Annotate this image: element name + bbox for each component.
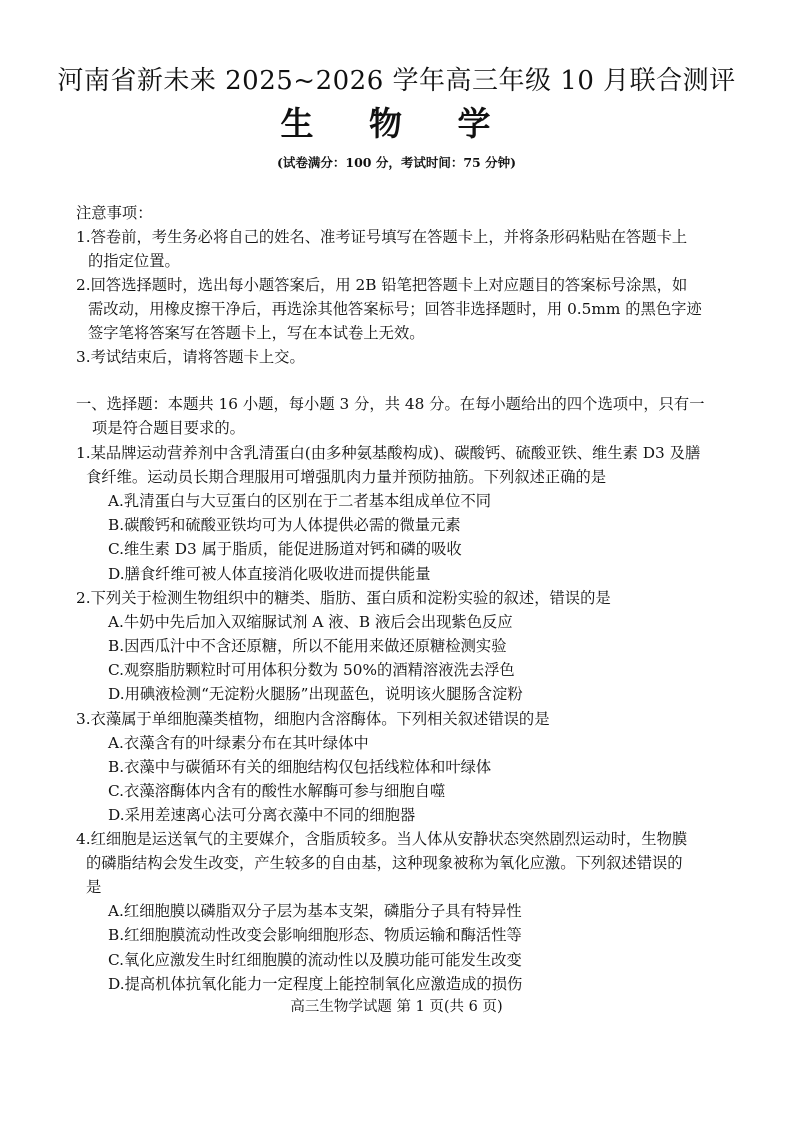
question-list xyxy=(76,441,726,996)
subject-title: 生 物 学 xyxy=(280,104,513,143)
question-4-option-a: A.红细胞膜以磷脂双分子层为基本支架，磷脂分子具有特异性 xyxy=(108,902,522,921)
question-4-stem-line-2: 的磷脂结构会发生改变，产生较多的自由基，这种现象被称为氧化应激。下列叙述错误的 xyxy=(86,854,683,873)
notice-item-2-line-1: 2.回答选择题时，选出每小题答案后，用 2B 铅笔把答题卡上对应题目的答案标号涂黑，如 xyxy=(76,276,688,294)
question-2-option-a: A.牛奶中先后加入双缩脲试剂 A 液、B 液后会出现紫色反应 xyxy=(108,612,513,631)
section-1-line-2: 项是符合题目要求的。 xyxy=(92,419,245,437)
question-2 xyxy=(76,586,726,707)
question-3-option-a: A.衣藻含有的叶绿素分布在其叶绿体中 xyxy=(108,733,369,752)
question-4-option-c: C.氧化应激发生时红细胞膜的流动性以及膜功能可能发生改变 xyxy=(108,950,522,969)
question-2-option-c: C.观察脂肪颗粒时可用体积分数为 50%的酒精溶液洗去浮色 xyxy=(108,661,515,680)
question-3 xyxy=(76,707,726,828)
exam-title: 河南省新未来 2025~2026 学年高三年级 10 月联合测评 xyxy=(57,66,736,96)
question-1-option-a: A.乳清蛋白与大豆蛋白的区别在于二者基本组成单位不同 xyxy=(108,492,492,510)
question-4-option-b: B.红细胞膜流动性改变会影响细胞形态、物质运输和酶活性等 xyxy=(108,926,522,945)
question-1-option-b: B.碳酸钙和硫酸亚铁均可为人体提供必需的微量元素 xyxy=(108,516,461,535)
section-1-heading xyxy=(76,392,726,440)
question-3-option-c: C.衣藻溶酶体内含有的酸性水解酶可参与细胞自噬 xyxy=(108,781,446,800)
notice-item-3-line-1: 3.考试结束后，请将答题卡上交。 xyxy=(76,348,305,366)
question-4-stem-line-1: 4.红细胞是运送氧气的主要媒介，含脂质较多。当人体从安静状态突然剧烈运动时，生物膜 xyxy=(76,830,688,849)
question-1-stem-line-1: 1.某品牌运动营养剂中含乳清蛋白(由多种氨基酸构成)、碳酸钙、硫酸亚铁、维生素 D3 及膳 xyxy=(76,444,701,462)
exam-info: (试卷满分：100 分，考试时间：75 分钟) xyxy=(276,155,517,170)
question-2-stem-line-1: 2.下列关于检测生物组织中的糖类、脂肪、蛋白质和淀粉实验的叙述，错误的是 xyxy=(76,588,611,607)
notice-item-2-line-2: 需改动，用橡皮擦干净后，再选涂其他答案标号；回答非选择题时，用 0.5mm 的黑色字迹 xyxy=(88,300,702,318)
page-footer: 高三生物学试题 第 1 页(共 6 页) xyxy=(290,999,503,1015)
question-1-stem-line-2: 食纤维。运动员长期合理服用可增强肌肉力量并预防抽筋。下列叙述正确的是 xyxy=(86,468,607,486)
notice-item-1-line-1: 1.答卷前，考生务必将自己的姓名、准考证号填写在答题卡上，并将条形码粘贴在答题卡上 xyxy=(76,228,688,246)
question-2-option-b: B.因西瓜汁中不含还原糖，所以不能用来做还原糖检测实验 xyxy=(108,636,507,655)
question-4 xyxy=(76,827,726,996)
notice-item-2-line-3: 签字笔将答案写在答题卡上，写在本试卷上无效。 xyxy=(88,324,425,342)
question-3-option-d: D.采用差速离心法可分离衣藻中不同的细胞器 xyxy=(108,806,416,825)
notice-section xyxy=(76,201,726,369)
question-4-stem-line-3: 是 xyxy=(86,878,102,897)
question-3-option-b: B.衣藻中与碳循环有关的细胞结构仅包括线粒体和叶绿体 xyxy=(108,757,492,776)
section-1-line-1: 一、选择题：本题共 16 小题，每小题 3 分，共 48 分。在每小题给出的四个选项中，只有一 xyxy=(76,395,705,413)
notice-item-1-line-2: 的指定位置。 xyxy=(88,252,180,270)
question-1-option-c: C.维生素 D3 属于脂质，能促进肠道对钙和磷的吸收 xyxy=(108,540,462,559)
question-2-option-d: D.用碘液检测“无淀粉火腿肠”出现蓝色，说明该火腿肠含淀粉 xyxy=(108,685,523,704)
question-1-option-d: D.膳食纤维可被人体直接消化吸收进而提供能量 xyxy=(108,564,431,583)
question-3-stem-line-1: 3.衣藻属于单细胞藻类植物，细胞内含溶酶体。下列相关叙述错误的是 xyxy=(76,709,550,728)
question-1 xyxy=(76,441,726,586)
question-4-option-d: D.提高机体抗氧化能力一定程度上能控制氧化应激造成的损伤 xyxy=(108,974,523,993)
notice-heading: 注意事项： xyxy=(76,204,153,222)
